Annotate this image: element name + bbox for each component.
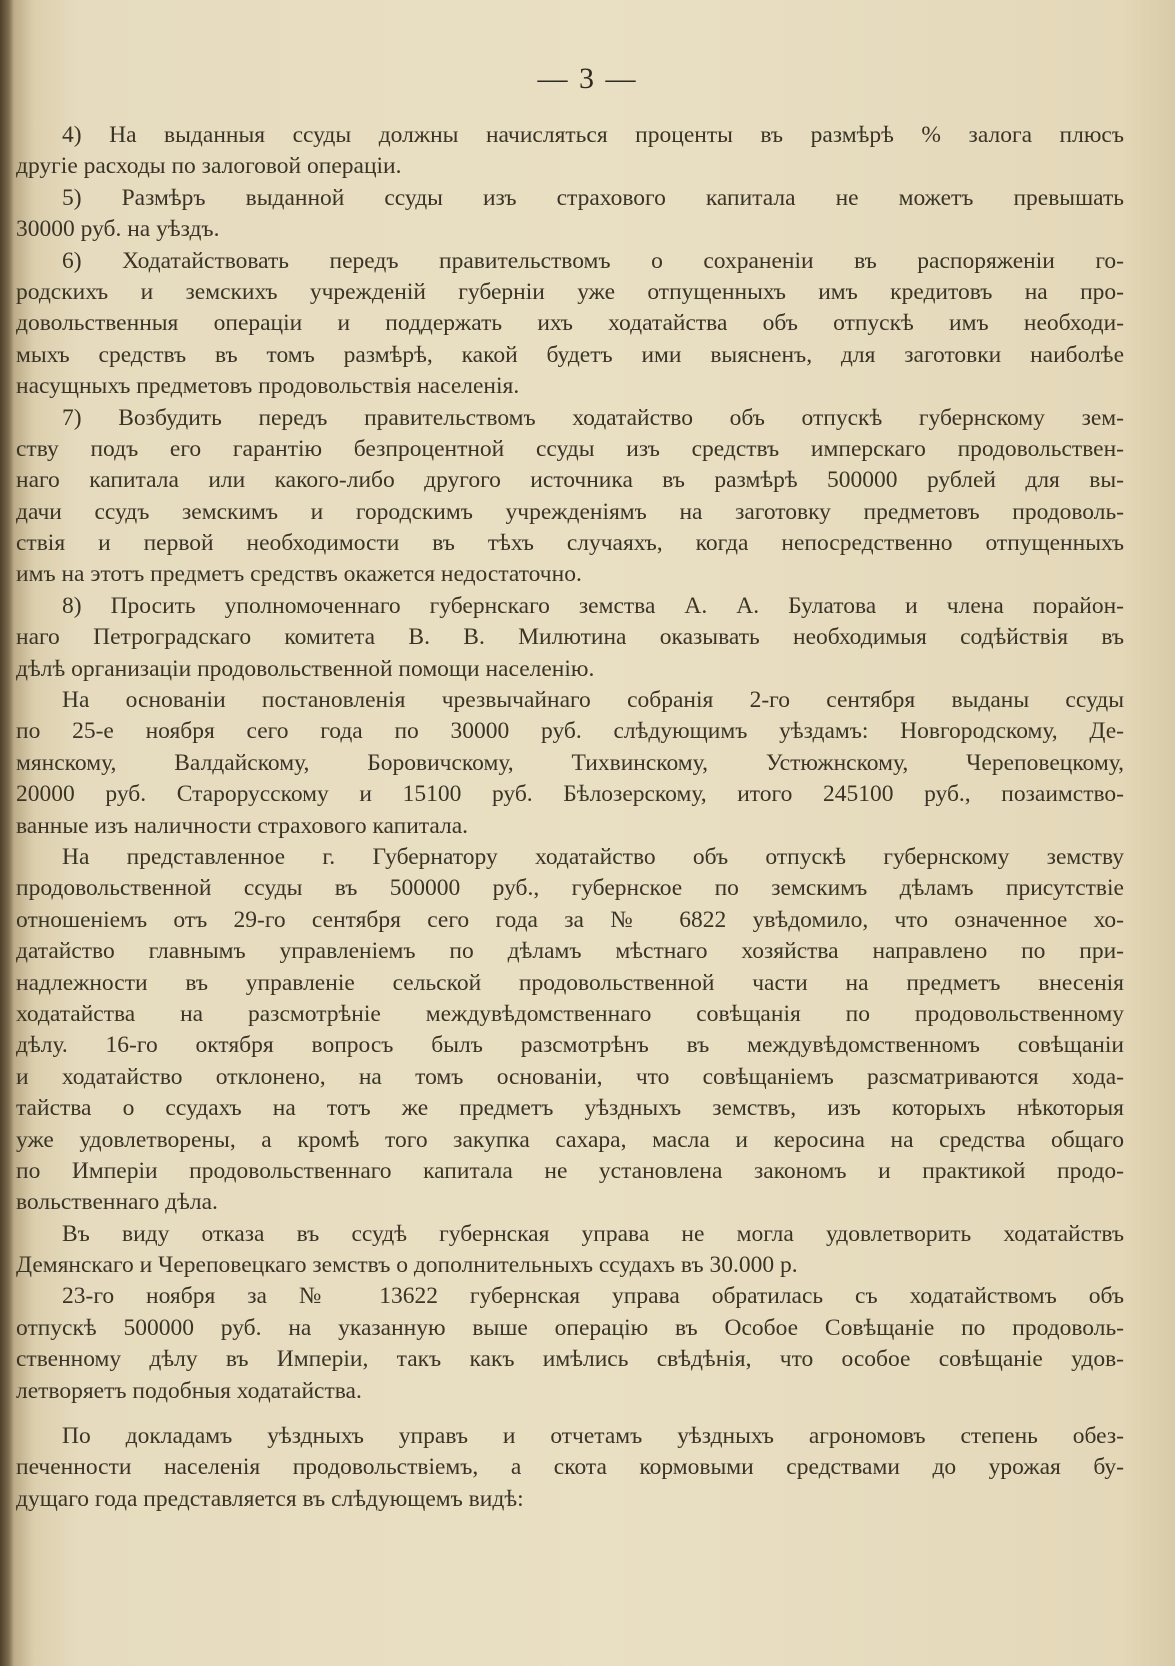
- text-line: дущаго года представляется въ слѣдующемъ видѣ:: [16, 1485, 524, 1512]
- text-line: На представленное г. Губернатору ходатайство объ отпускѣ губернскому земству: [62, 843, 1124, 870]
- text-line: По докладамъ уѣздныхъ управъ и отчетамъ уѣздныхъ агрономовъ степень обез-: [62, 1423, 1124, 1450]
- text-line: 5) Размѣръ выданной ссуды изъ страхового капитала не можетъ превышать: [62, 184, 1124, 211]
- body-text: [16, 120, 1124, 1515]
- text-line: ствiя и первой необходимости въ тѣхъ случаяхъ, когда непосредственно отпущенныхъ: [16, 530, 1124, 557]
- text-line: дачи ссудъ земскимъ и городскимъ учрежденiямъ на заготовку предметовъ продоволь-: [16, 498, 1124, 525]
- text-line: по Имперiи продовольственнаго капитала не установлена закономъ и практикой продо-: [16, 1157, 1124, 1184]
- text-line: насущныхъ предметовъ продовольствiя населенiя.: [16, 373, 520, 400]
- page-binding-edge: [0, 0, 14, 1666]
- text-line: летворяетъ подобныя ходатайства.: [16, 1377, 362, 1404]
- text-line: 7) Возбудить передъ правительствомъ ходатайство объ отпускѣ губернскому зем-: [62, 404, 1124, 431]
- text-line: отпускѣ 500000 руб. на указанную выше операцiю въ Особое Совѣщанiе по продоволь-: [16, 1314, 1124, 1341]
- text-line: 23-го ноября за № 13622 губернская управа обратилась съ ходатайствомъ объ: [62, 1283, 1124, 1310]
- text-line: 20000 руб. Старорусскому и 15100 руб. Бѣлозерскому, итого 245100 руб., позаимство-: [16, 781, 1124, 808]
- text-line: 8) Просить уполномоченнаго губернскаго земства А. А. Булатова и члена порайон-: [62, 592, 1124, 619]
- text-line: ству подъ его гарантiю безпроцентной ссуды изъ средствъ имперскаго продовольствен-: [16, 435, 1124, 462]
- text-line: Въ виду отказа въ ссудѣ губернская управа не могла удовлетворить ходатайствъ: [62, 1220, 1124, 1247]
- text-line: родскихъ и земскихъ учрежденiй губернiи уже отпущенныхъ имъ кредитовъ на про-: [16, 278, 1124, 305]
- text-line: дѣлѣ организацiи продовольственной помощи населенiю.: [16, 655, 595, 682]
- text-line: 4) На выданныя ссуды должны начисляться проценты въ размѣрѣ % залога плюсъ: [62, 122, 1124, 148]
- paragraph-gap: [16, 1407, 1124, 1421]
- text-line: имъ на этотъ предметъ средствъ окажется недостаточно.: [16, 561, 582, 588]
- text-line: довольственныя операцiи и поддержать ихъ ходатайства объ отпускѣ имъ необходи-: [16, 310, 1124, 337]
- text-line: 6) Ходатайствовать передъ правительствомъ о сохраненiи въ распоряженiи го-: [62, 247, 1124, 274]
- text-line: датайство главнымъ управленiемъ по дѣламъ мѣстнаго хозяйства направлено по при-: [16, 938, 1124, 965]
- text-line: Демянскаго и Череповецкаго земствъ о дополнительныхъ ссудахъ въ 30.000 р.: [16, 1252, 798, 1279]
- text-line: ванные изъ наличности страхового капитала.: [16, 812, 469, 839]
- text-line: продовольственной ссуды въ 500000 руб., губернское по земскимъ дѣламъ присутствiе: [16, 875, 1124, 902]
- text-line: дѣлу. 16-го октября вопросъ былъ разсмотрѣнъ въ междувѣдомственномъ совѣщанiи: [16, 1032, 1124, 1059]
- text-line: ственному дѣлу въ Имперiи, такъ какъ имѣлись свѣдѣнiя, что особое совѣщанiе удов-: [16, 1346, 1124, 1373]
- text-line: отношенiемъ отъ 29-го сентября сего года за № 6822 увѣдомило, что означенное хо-: [16, 906, 1124, 933]
- text-line: На основанiи постановленiя чрезвычайнаго собранiя 2-го сентября выданы ссуды: [62, 687, 1124, 714]
- text-line: мыхъ средствъ въ томъ размѣрѣ, какой будетъ ими выясненъ, для заготовки наиболѣе: [16, 341, 1124, 368]
- text-line: вольственнаго дѣла.: [16, 1189, 218, 1216]
- text-line: и ходатайство отклонено, на томъ основанiи, что совѣщанiемъ разсматриваются хода-: [16, 1063, 1124, 1090]
- text-line: ходатайства на разсмотрѣнiе междувѣдомственнаго совѣщанiя по продовольственному: [16, 1000, 1124, 1027]
- page-number: — 3 —: [537, 62, 638, 95]
- text-line: другiе расходы по залоговой операцiи.: [16, 153, 402, 180]
- text-line: уже удовлетворены, а кромѣ того закупка сахара, масла и керосина на средства общаго: [16, 1126, 1124, 1153]
- text-line: наго капитала или какого-либо другого источника въ размѣрѣ 500000 рублей для вы-: [16, 467, 1124, 494]
- text-line: печенности населенiя продовольствiемъ, а скота кормовыми средствами до урожая бу-: [16, 1454, 1124, 1481]
- text-line: надлежности въ управленiе сельской продовольственной части на предметъ внесенiя: [16, 969, 1124, 996]
- text-line: тайства о ссудахъ на тотъ же предметъ уѣздныхъ земствъ, изъ которыхъ нѣкоторыя: [16, 1095, 1124, 1122]
- text-line: наго Петроградскаго комитета В. В. Милютина оказывать необходимыя содѣйствiя въ: [16, 624, 1124, 651]
- text-line: по 25-е ноября сего года по 30000 руб. слѣдующимъ уѣздамъ: Новгородскому, Де-: [16, 718, 1124, 745]
- text-line: 30000 руб. на уѣздъ.: [16, 216, 220, 243]
- text-line: мянскому, Валдайскому, Боровичскому, Тихвинскому, Устюжнскому, Череповецкому,: [16, 749, 1124, 776]
